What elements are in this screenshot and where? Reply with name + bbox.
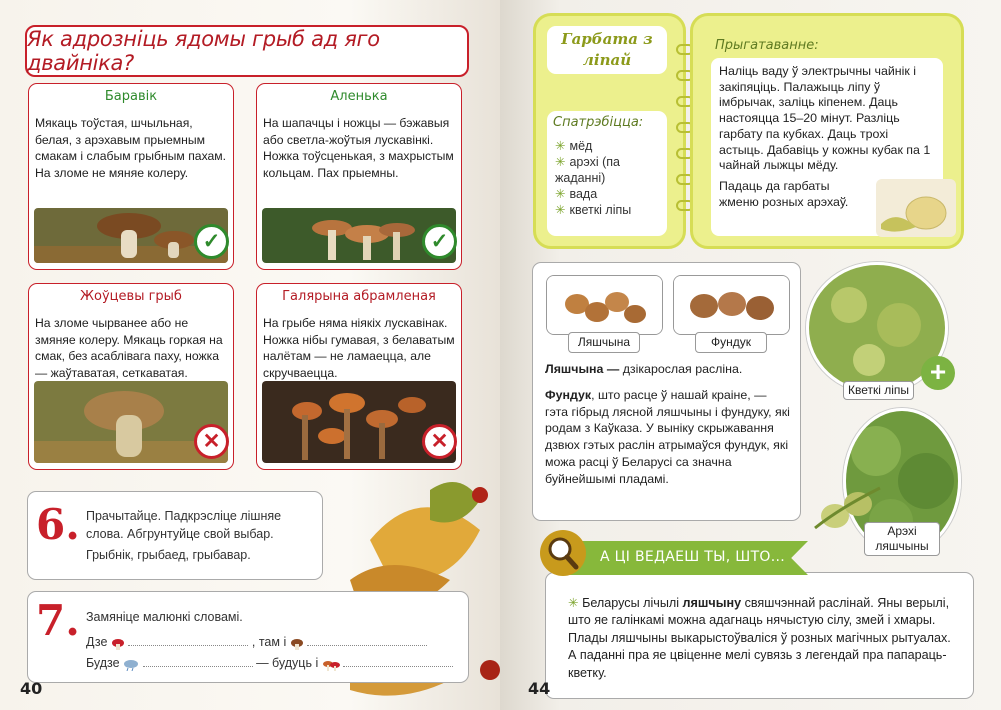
- mushroom-description: На шапачцы і ножцы — бэжавыя або светла-жоўтыя лускавінкі. Ножка тоўсценькая, з махрыстым кольцам. Пах прыемны.: [263, 116, 454, 180]
- task-line-1: Дзе , там і: [86, 633, 456, 651]
- answer-blank[interactable]: [143, 666, 253, 667]
- list-item: ✳ кветкі ліпы: [555, 203, 632, 217]
- mushroom-card-honey-fungus: [256, 83, 462, 270]
- hazel-nuts-photo: [546, 275, 663, 335]
- tea-recipe-title: Гарбата з ліпай: [547, 26, 667, 74]
- mushroom-name: Галярына абрамленая: [282, 289, 436, 304]
- hazel-info-card: [532, 262, 801, 521]
- left-page: [0, 0, 500, 710]
- task-7: [27, 591, 469, 683]
- tea-photo: [876, 179, 956, 237]
- mushroom-description: Мякаць тоўстая, шчыльная, белая, з арэхавым прыемным смакам і слабым грыбным пахам. На зломе не мяняе колеру.: [35, 116, 227, 180]
- mushroom-name: Жоўцевы грыб: [80, 289, 182, 304]
- page-number: 44: [528, 679, 551, 698]
- ingredients-list: [555, 138, 667, 218]
- page-title: Як адрозніць ядомы грыб ад яго двайніка?: [25, 25, 469, 77]
- answer-blank[interactable]: [343, 666, 453, 667]
- inedible-cross-icon: ✕: [422, 424, 457, 459]
- did-you-know-box: [545, 572, 974, 699]
- bullet-icon: ✳: [555, 155, 566, 169]
- mushroom-icon: [111, 637, 125, 649]
- mushroom-description: На зломе чырванее або не змяняе колеру. Мякаць горкая на смак, без асаблівага паху, ножка — жаўтаватая, сеткаватая.: [35, 316, 223, 380]
- bullet-icon: ✳: [555, 139, 566, 153]
- edible-check-icon: ✓: [194, 224, 229, 259]
- preparation-heading: Прыгатаванне:: [715, 38, 819, 53]
- filbert-nuts-photo: [673, 275, 790, 335]
- filbert-description: Фундук, што расце ў нашай краіне, — гэта гібрыд лясной ляшчыны і фундуку, які родам з Каўказа. У выніку скрыжавання дзвюх гэтых раслін атрымаўся фундук, які можа расці ў Беларусі са значна буйнейшымі пладамі.: [545, 388, 790, 486]
- photo-caption: Кветкі ліпы: [843, 381, 914, 400]
- plus-icon: +: [921, 356, 955, 390]
- preparation-tip: Падаць да гарбаты жменю розных арэхаў.: [719, 178, 849, 209]
- mushroom-card-bitter-bolete: [28, 283, 234, 470]
- mushroom-name: Баравік: [104, 89, 158, 104]
- mushroom-card-boletus: [28, 83, 234, 270]
- rain-cloud-icon: [123, 658, 139, 670]
- page-number: 40: [20, 679, 43, 698]
- magnifier-icon: [540, 530, 586, 576]
- photo-caption: Фундук: [695, 332, 767, 353]
- hazel-definition: Ляшчына — дзікарослая расліна.: [545, 362, 743, 376]
- list-item: ✳ арэхі (па жаданні): [555, 155, 621, 185]
- preparation-card: [690, 13, 964, 249]
- task-instruction: Прачытайце. Падкрэсліце лішняе слова. Абгрунтуйце свой выбар.: [86, 509, 282, 541]
- task-number: 6.: [36, 500, 80, 549]
- did-you-know-text: ✳ Беларусы лічылі ляшчыну свяшчэннай раслінай. Яны верылі, што яе галінкамі можна адагнаць нячыстую сілу, змей і хмары. Плады ляшчыны выкарыстоўваліся ў розных магічных рытуалах. А паданні пра яе цвіценне мелі сувязь з легендай пра папараць-кветку.: [568, 596, 951, 680]
- ingredients-panel: [547, 111, 667, 236]
- mushroom-name: Аленька: [330, 89, 388, 104]
- list-item: ✳ вада: [555, 187, 598, 201]
- inedible-cross-icon: ✕: [194, 424, 229, 459]
- mushrooms-icon: [322, 658, 340, 670]
- task-line-2: Будзе — будуць і: [86, 654, 456, 672]
- bullet-icon: ✳: [568, 596, 583, 610]
- task-number: 7.: [36, 596, 80, 645]
- tea-recipe-card: [533, 13, 686, 249]
- did-you-know-heading: А ЦІ ВЕДАЕШ ТЫ, ШТО...: [600, 549, 786, 565]
- preparation-text: Наліць ваду ў электрычны чайнік і закіпяціць. Палажыць ліпу ў імбрычак, заліць кіпенем. Даць настояцца 15–20 мінут. Разліць гарбату па кубках. Даць трохі астыць. Дабавіць у кожны кубак па 1 чайнай лыжцы мёду.: [719, 64, 931, 173]
- ingredients-heading: Спатрэбіцца:: [553, 115, 644, 130]
- bullet-icon: ✳: [555, 187, 566, 201]
- bullet-icon: ✳: [555, 203, 566, 217]
- mushroom-icon: [290, 637, 304, 649]
- photo-caption: Ляшчына: [568, 332, 640, 353]
- photo-caption: Арэхі ляшчыны: [864, 522, 940, 556]
- task-words: Грыбнік, грыбаед, грыбавар.: [86, 548, 251, 562]
- task-6: [27, 491, 323, 580]
- answer-blank[interactable]: [307, 645, 427, 646]
- list-item: ✳ мёд: [555, 139, 593, 153]
- task-instruction: Замяніце малюнкі словамі.: [86, 610, 243, 624]
- answer-blank[interactable]: [128, 645, 248, 646]
- edible-check-icon: ✓: [422, 224, 457, 259]
- mushroom-description: На грыбе няма ніякіх лускавінак. Ножка нібы гумавая, з белаватым налётам — не ламаецца, але скручваецца.: [263, 316, 455, 380]
- mushroom-card-galerina: [256, 283, 462, 470]
